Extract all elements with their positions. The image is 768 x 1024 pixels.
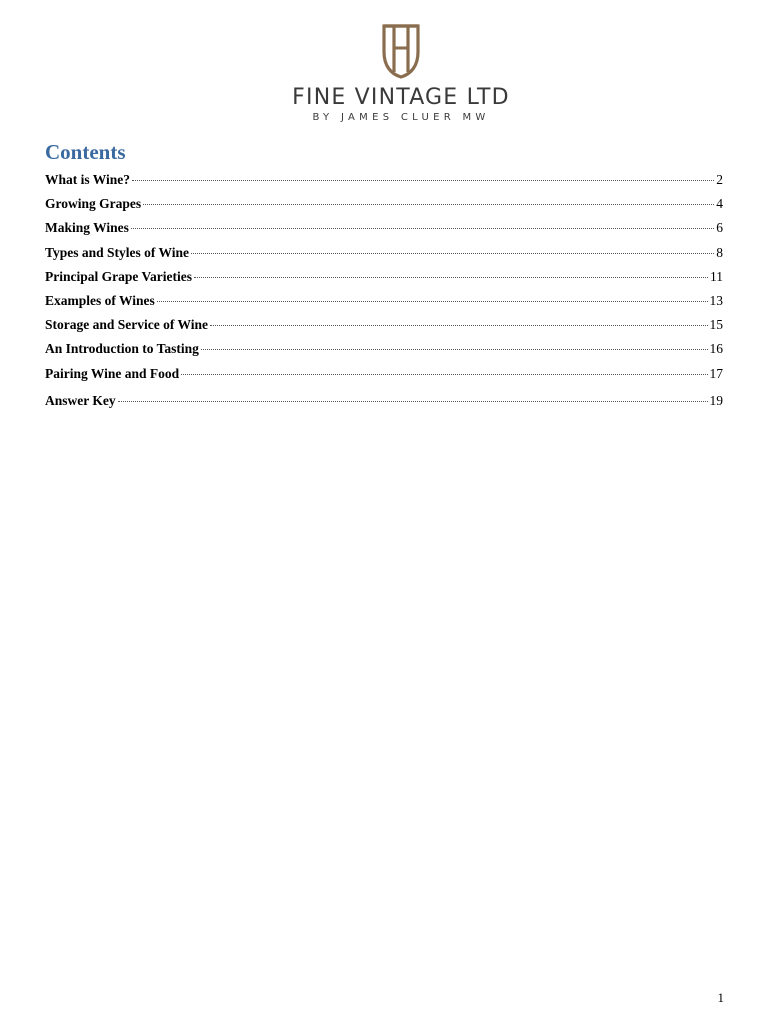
- toc-entry-page: 19: [709, 392, 723, 408]
- toc-entry-title: Storage and Service of Wine: [45, 317, 208, 333]
- toc-dot-leader: [191, 253, 714, 254]
- toc-entry-page: 13: [709, 292, 723, 308]
- toc-entry-pairing-wine-and-food[interactable]: [45, 364, 723, 388]
- contents-heading: Contents: [45, 140, 126, 164]
- toc-entry-title: Pairing Wine and Food: [45, 365, 180, 381]
- brand-logo: [0, 22, 768, 124]
- toc-entry-title: Principal Grape Varieties: [45, 268, 192, 284]
- toc-entry-page: 6: [716, 220, 723, 236]
- toc-entry-answer-key[interactable]: [45, 391, 723, 415]
- fine-vintage-logo-icon: [375, 22, 427, 80]
- page-number: 1: [717, 990, 724, 1005]
- toc-entry-growing-grapes[interactable]: [45, 194, 723, 218]
- toc-entry-title: Answer Key: [45, 392, 116, 408]
- toc-entry-page: 11: [710, 268, 723, 284]
- toc-entry-page: 2: [716, 172, 723, 187]
- toc-entry-page: 8: [716, 244, 723, 260]
- toc-dot-leader: [143, 204, 714, 205]
- toc-entry-introduction-to-tasting[interactable]: [45, 339, 723, 363]
- toc-entry-types-and-styles[interactable]: [45, 243, 723, 267]
- toc-dot-leader: [157, 301, 708, 302]
- toc-dot-leader: [194, 277, 708, 278]
- toc-entry-title: Making Wines: [45, 220, 129, 236]
- toc-entry-page: 16: [709, 341, 723, 357]
- toc-entry-making-wines[interactable]: [45, 218, 723, 242]
- table-of-contents: [45, 170, 723, 415]
- toc-entry-what-is-wine[interactable]: [45, 170, 723, 194]
- brand-subtitle: BY JAMES CLUER MW: [312, 112, 490, 123]
- toc-entry-title: Examples of Wines: [45, 292, 155, 308]
- toc-dot-leader: [210, 325, 708, 326]
- toc-dot-leader: [181, 374, 707, 375]
- toc-dot-leader: [131, 228, 714, 229]
- toc-entry-page: 15: [709, 317, 723, 333]
- toc-entry-examples-of-wines[interactable]: [45, 291, 723, 315]
- toc-entry-principal-grape-varieties[interactable]: [45, 267, 723, 291]
- toc-entry-title: What is Wine?: [45, 172, 131, 187]
- toc-entry-page: 17: [709, 365, 723, 381]
- brand-name: FINE VINTAGE LTD: [292, 85, 510, 110]
- toc-entry-title: Types and Styles of Wine: [45, 244, 190, 260]
- toc-entry-page: 4: [716, 196, 723, 212]
- toc-dot-leader: [132, 180, 714, 181]
- toc-dot-leader: [201, 349, 708, 350]
- toc-entry-storage-and-service[interactable]: [45, 315, 723, 339]
- toc-dot-leader: [118, 401, 708, 402]
- toc-entry-title: An Introduction to Tasting: [45, 341, 199, 357]
- toc-entry-title: Growing Grapes: [45, 196, 142, 212]
